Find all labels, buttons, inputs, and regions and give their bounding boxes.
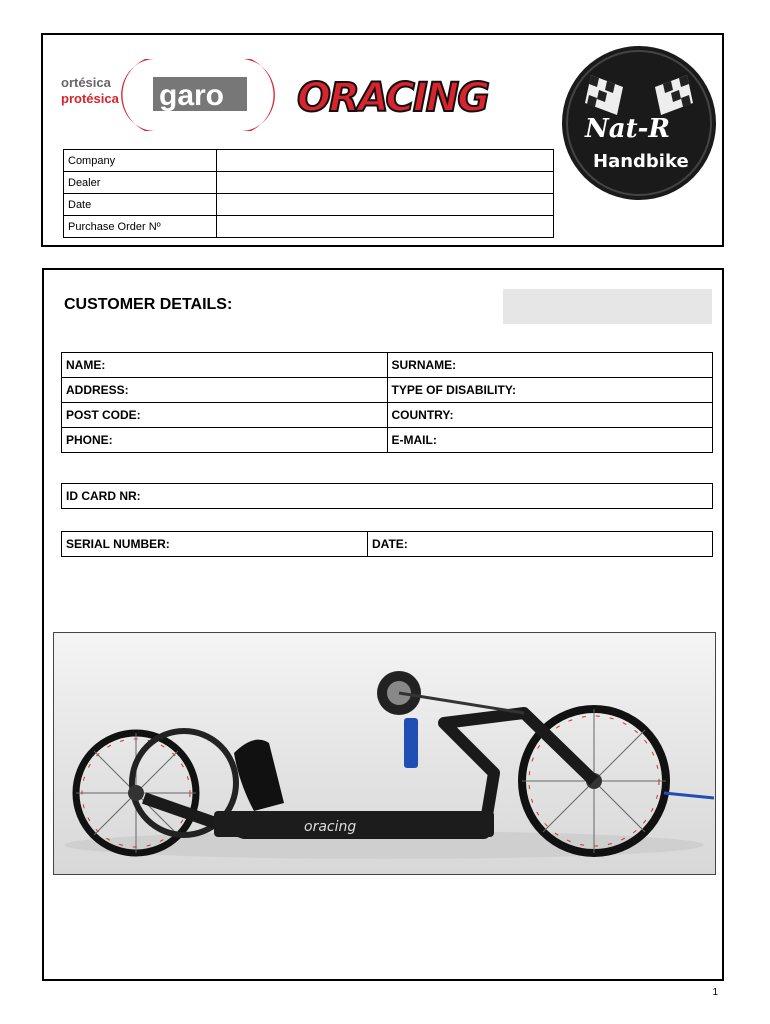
handbike-photo (53, 632, 716, 875)
divider (367, 532, 368, 556)
post-code-field[interactable]: POST CODE: (62, 403, 388, 428)
name-field[interactable]: NAME: (62, 353, 388, 378)
table-row (64, 194, 554, 216)
country-field[interactable]: COUNTRY: (387, 403, 713, 428)
purchase-order-label: Purchase Order Nº (64, 216, 217, 238)
natr-logo-subtitle: Handbike (593, 151, 689, 172)
date-field[interactable] (217, 194, 554, 216)
company-field[interactable] (217, 150, 554, 172)
company-label: Company (64, 150, 217, 172)
customer-id-field[interactable] (503, 289, 712, 324)
order-info-table (63, 149, 554, 238)
natr-handbike-logo (561, 45, 717, 201)
table-row (62, 353, 713, 378)
id-card-label: ID CARD NR: (66, 489, 141, 503)
table-row (62, 428, 713, 453)
garo-brand: garo (159, 79, 225, 112)
table-row (64, 216, 554, 238)
customer-details-title: CUSTOMER DETAILS: (64, 296, 233, 313)
surname-field[interactable]: SURNAME: (387, 353, 713, 378)
date-label: DATE: (372, 537, 408, 551)
serial-number-label: SERIAL NUMBER: (66, 537, 170, 551)
purchase-order-field[interactable] (217, 216, 554, 238)
table-row (64, 172, 554, 194)
address-field[interactable]: ADDRESS: (62, 378, 388, 403)
oracing-logo (291, 57, 531, 141)
phone-field[interactable]: PHONE: (62, 428, 388, 453)
garo-line1: ortésica (61, 75, 111, 90)
oracing-logo-text: ORACING (297, 75, 489, 121)
table-row (62, 378, 713, 403)
date-label: Date (64, 194, 217, 216)
page-number: 1 (712, 987, 718, 998)
customer-details-box (42, 268, 724, 981)
table-row (62, 403, 713, 428)
bike-decal: oracing (304, 819, 357, 835)
customer-info-table (61, 352, 713, 453)
natr-logo-title: Nat-R (585, 114, 671, 144)
disability-field[interactable]: TYPE OF DISABILITY: (387, 378, 713, 403)
email-field[interactable]: E-MAIL: (387, 428, 713, 453)
dealer-field[interactable] (217, 172, 554, 194)
table-row (64, 150, 554, 172)
garo-line2: protésica (61, 91, 119, 106)
header-box (41, 33, 724, 247)
serial-date-row (61, 531, 713, 557)
dealer-label: Dealer (64, 172, 217, 194)
garo-logo (55, 53, 277, 135)
id-card-field[interactable] (61, 483, 713, 509)
